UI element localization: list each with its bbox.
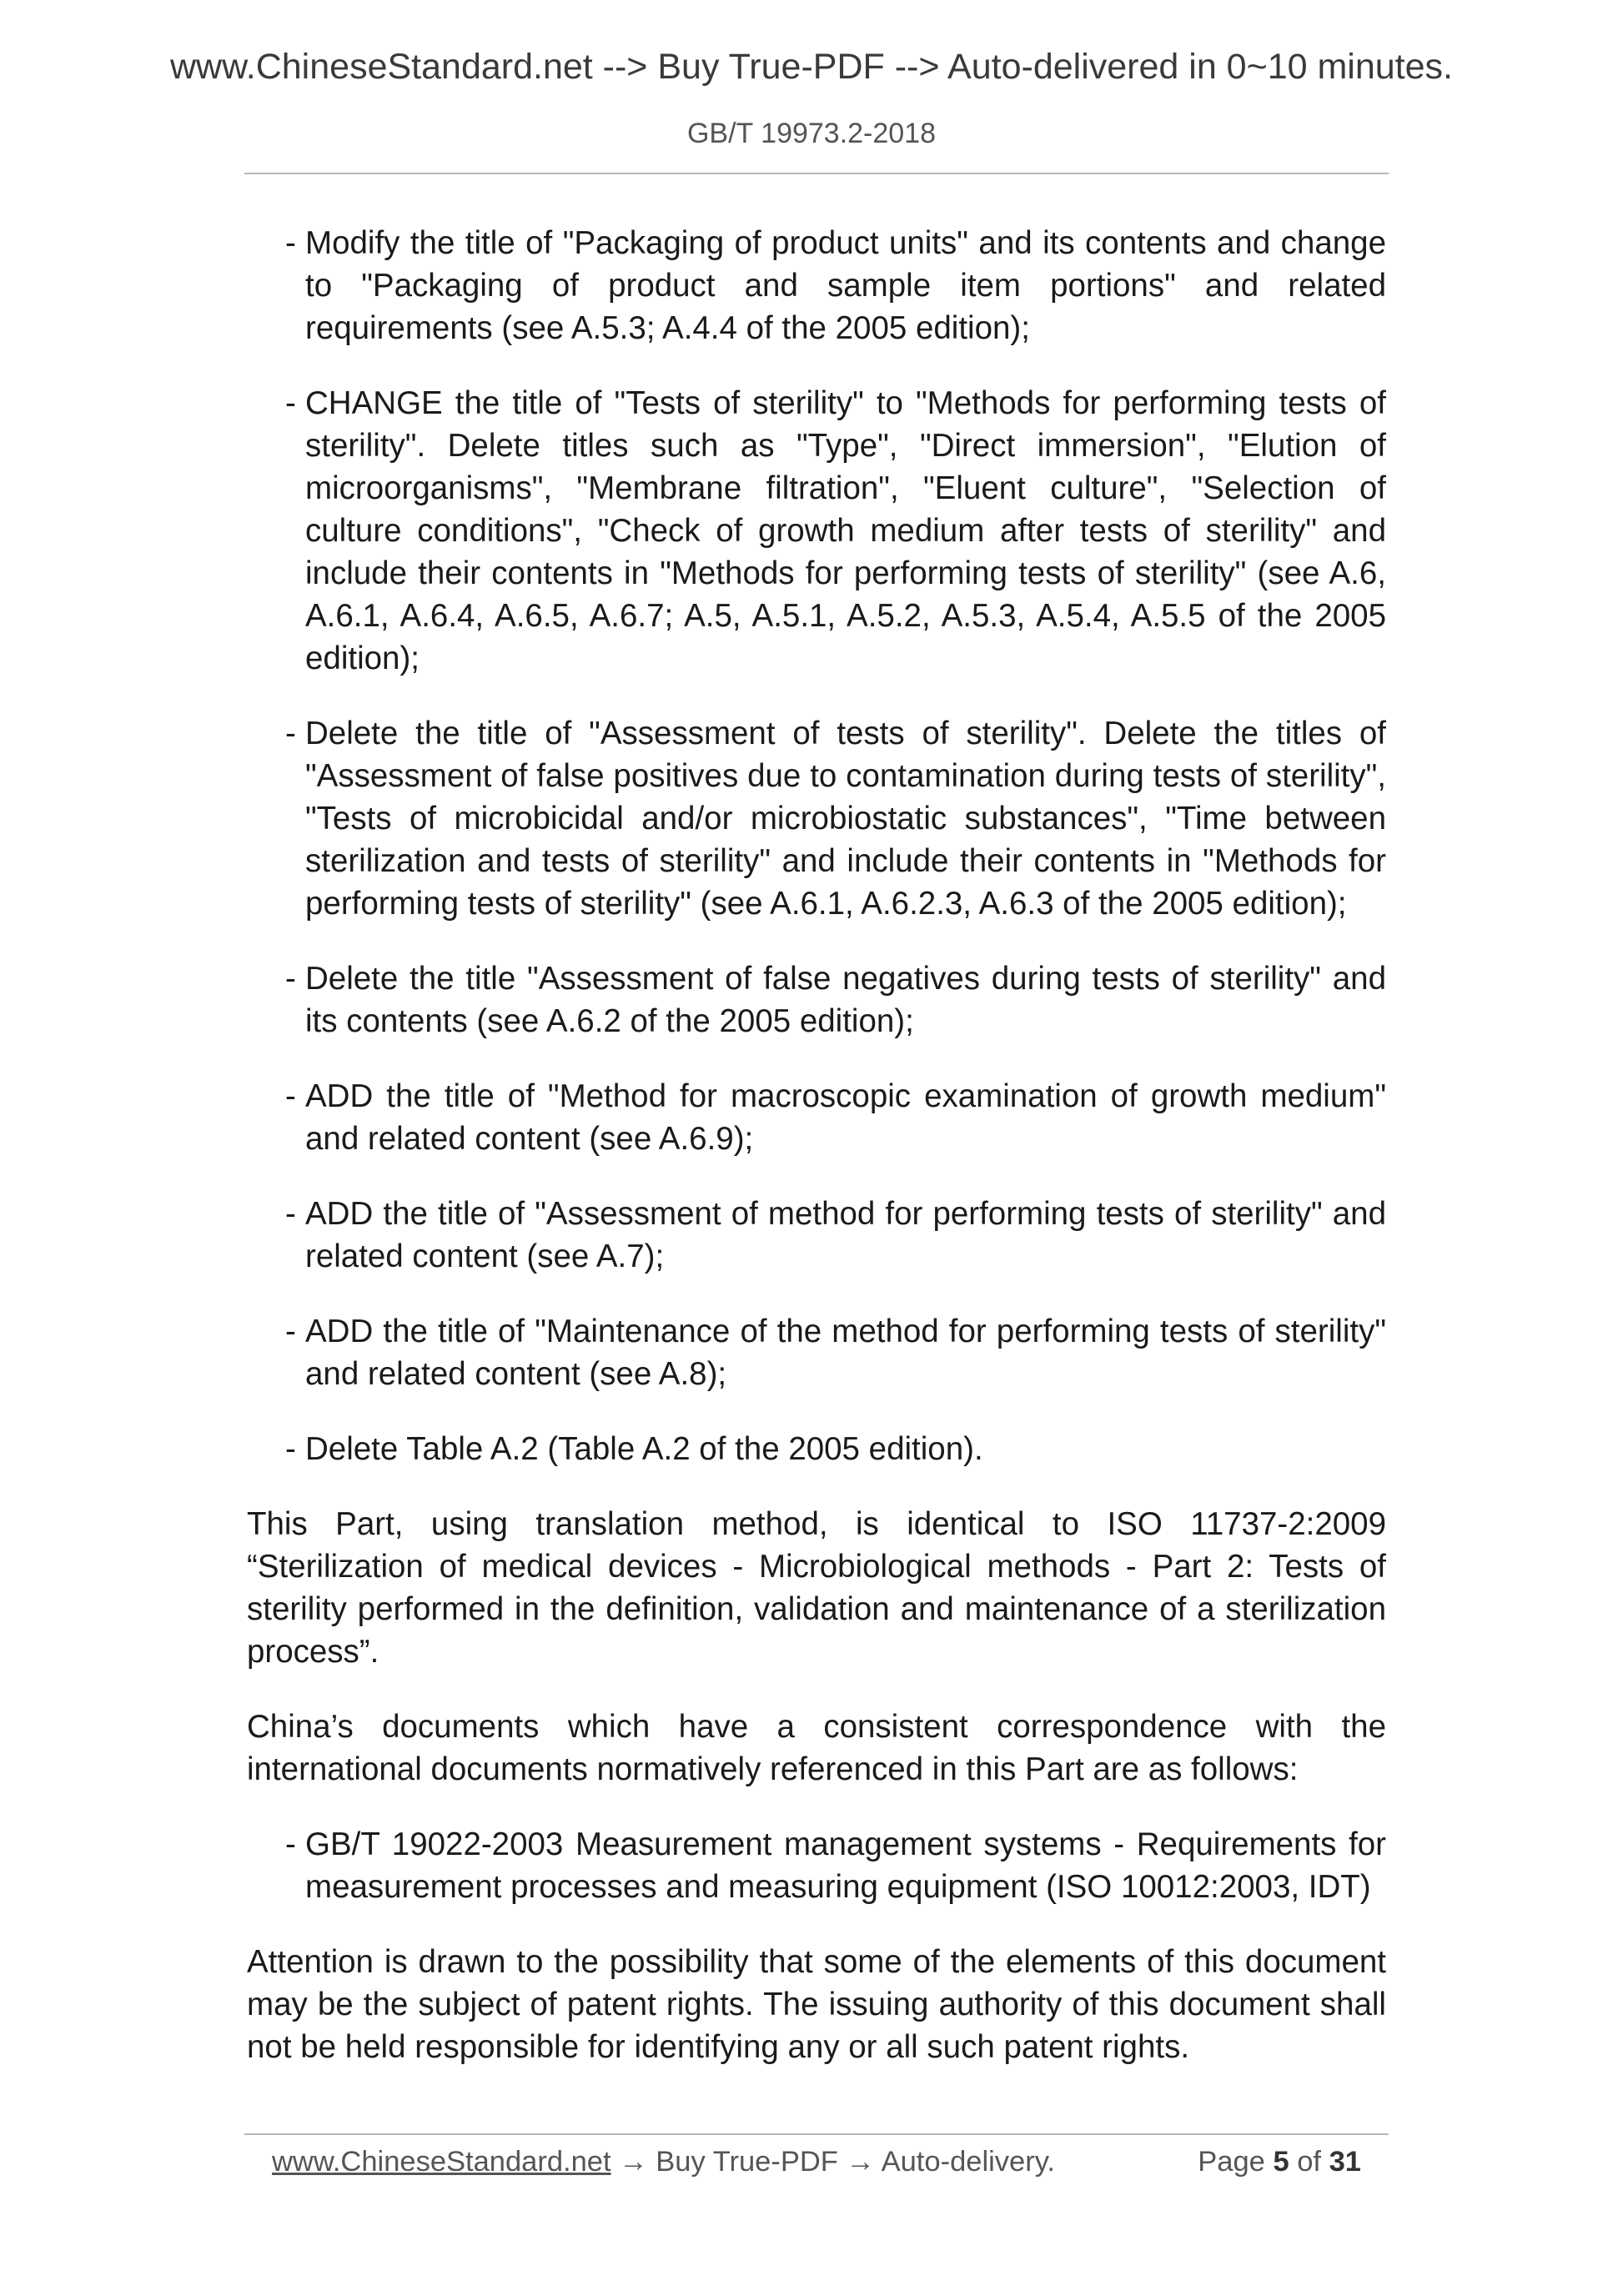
paragraph-patent-notice: Attention is drawn to the possibility that some of the elements of this document may be the subject of patent rights. The issuing authority of this document shall not be held responsible for identifying any or all such patent rights. xyxy=(247,1944,1386,2065)
list-item: - ADD the title of "Method for macroscopic examination of growth medium" and related content (see A.6.9); xyxy=(285,1078,1386,1157)
list-item-text: ADD the title of "Maintenance of the method for performing tests of sterility" and related content (see A.8); xyxy=(305,1314,1386,1392)
list-item: - Delete the title of "Assessment of tests of sterility". Delete the titles of "Assessment of false positives due to contamination during tests of sterility", "Tests of microbicidal and/or microbiostatic substances", "Time between sterilization and tests of sterility" and include their contents in "Methods for performing tests of sterility" (see A.6.1, A.6.2.3, A.6.3 of the 2005 edition); xyxy=(285,716,1386,922)
list-item: - Delete the title "Assessment of false negatives during tests of sterility" and its contents (see A.6.2 of the 2005 edition); xyxy=(285,961,1386,1039)
page-footer xyxy=(272,2140,1361,2183)
list-item-text: ADD the title of "Assessment of method for performing tests of sterility" and related content (see A.7); xyxy=(305,1196,1386,1274)
list-item: - CHANGE the title of "Tests of sterility" to "Methods for performing tests of sterility". Delete titles such as "Type", "Direct immersion", "Elution of microorganisms", "Membrane filtration", "Eluent culture", "Selection of culture conditions", "Check of growth medium after tests of sterility" and include their contents in "Methods for performing tests of sterility" (see A.6, A.6.1, A.6.4, A.6.5, A.6.7; A.5, A.5.1, A.5.2, A.5.3, A.5.4, A.5.5 of the 2005 edition); xyxy=(285,385,1386,676)
page-number xyxy=(1198,2140,1361,2183)
list-item-text: CHANGE the title of "Tests of sterility" to "Methods for performing tests of sterility". Delete titles such as "Type", "Direct immersion", "Elution of microorganisms", "Membrane filtration", "Eluent culture", "Selection of culture conditions", "Check of growth medium after tests of sterility" and include their contents in "Methods for performing tests of sterility" (see A.6, A.6.1, A.6.4, A.6.5, A.6.7; A.5, A.5.1, A.5.2, A.5.3, A.5.4, A.5.5 of the 2005 edition); xyxy=(305,385,1386,676)
page-label: Page xyxy=(1198,2146,1265,2178)
page-current: 5 xyxy=(1273,2146,1289,2178)
footer-delivery-text: Auto-delivery. xyxy=(881,2146,1055,2178)
list-item: - Modify the title of "Packaging of product units" and its contents and change to "Packaging of product and sample item portions" and related requirements (see A.5.3; A.4.4 of the 2005 edition); xyxy=(285,225,1386,346)
list-item-text: Delete the title of "Assessment of tests of sterility". Delete the titles of "Assessment of false positives due to contamination during tests of sterility", "Tests of microbicidal and/or microbiostatic substances", "Time between sterilization and tests of sterility" and include their contents in "Methods for performing tests of sterility" (see A.6.1, A.6.2.3, A.6.3 of the 2005 edition); xyxy=(305,716,1386,922)
list-item: - ADD the title of "Assessment of method for performing tests of sterility" and related content (see A.7); xyxy=(285,1196,1386,1274)
page-total: 31 xyxy=(1329,2146,1361,2178)
paragraph-identical-standard: This Part, using translation method, is identical to ISO 11737-2:2009 “Sterilization of medical devices - Microbiological methods - Part 2: Tests of sterility performed in the definition, validation and maintenance of a sterilization process”. xyxy=(247,1506,1386,1670)
arrow-right-icon: → xyxy=(846,2146,875,2178)
footer-divider xyxy=(244,2133,1389,2135)
list-item-text: Delete Table A.2 (Table A.2 of the 2005 edition). xyxy=(305,1431,983,1467)
header-divider xyxy=(244,173,1389,174)
list-item: - Delete Table A.2 (Table A.2 of the 2005 edition). xyxy=(285,1431,983,1467)
paragraph-correspondence: China’s documents which have a consistent correspondence with the international documents normatively referenced in this Part are as follows: xyxy=(247,1709,1386,1787)
footer-site-link[interactable]: www.ChineseStandard.net xyxy=(272,2146,611,2178)
list-item-text: Delete the title "Assessment of false negatives during tests of sterility" and its contents (see A.6.2 of the 2005 edition); xyxy=(305,961,1386,1039)
page-content xyxy=(247,222,1386,2101)
top-banner: www.ChineseStandard.net --> Buy True-PDF --> Auto-delivered in 0~10 minutes. xyxy=(169,47,1453,87)
document-code: GB/T 19973.2-2018 xyxy=(686,118,937,149)
arrow-right-icon: → xyxy=(619,2146,648,2178)
list-item-text: GB/T 19022-2003 Measurement management systems - Requirements for measurement processes and measuring equipment (ISO 10012:2003, IDT) xyxy=(305,1826,1386,1905)
list-item-text: Modify the title of "Packaging of product units" and its contents and change to "Packaging of product and sample item portions" and related requirements (see A.5.3; A.4.4 of the 2005 edition); xyxy=(305,225,1386,346)
footer-buy-text: Buy True-PDF xyxy=(656,2146,838,2178)
list-item: - ADD the title of "Maintenance of the method for performing tests of sterility" and related content (see A.8); xyxy=(285,1314,1386,1392)
list-item: - GB/T 19022-2003 Measurement management systems - Requirements for measurement processes and measuring equipment (ISO 10012:2003, IDT) xyxy=(285,1826,1386,1905)
of-label: of xyxy=(1297,2146,1322,2178)
list-item-text: ADD the title of "Method for macroscopic examination of growth medium" and related content (see A.6.9); xyxy=(305,1078,1386,1157)
